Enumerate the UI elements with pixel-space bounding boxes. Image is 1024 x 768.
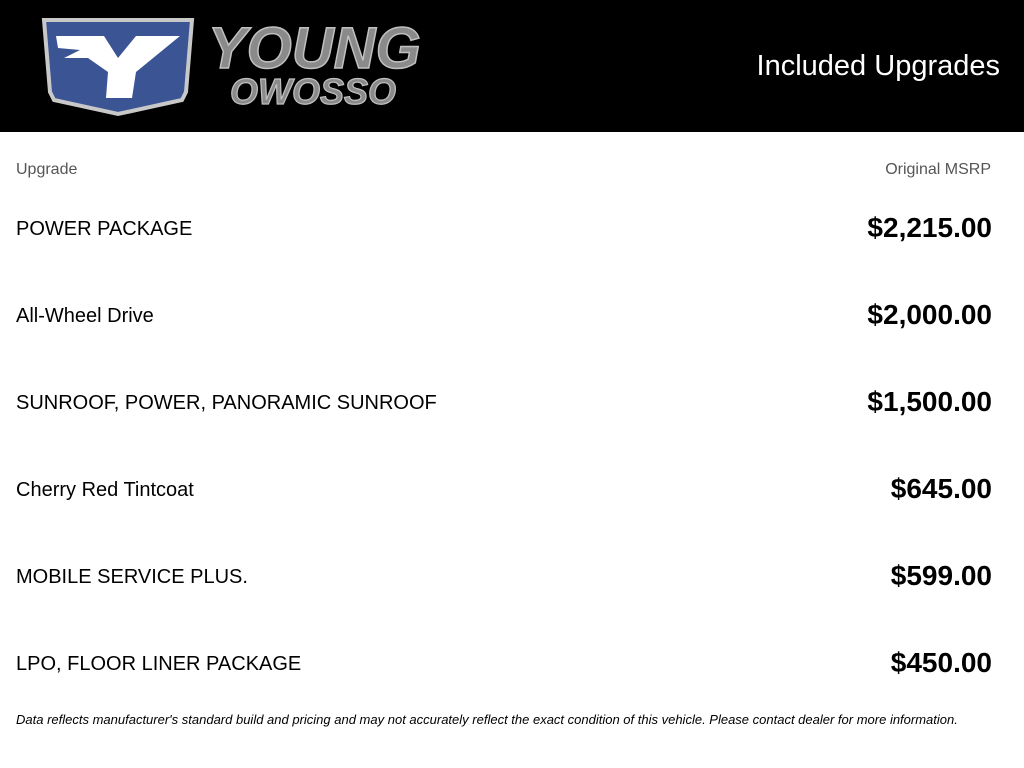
- upgrade-name: Cherry Red Tintcoat: [16, 479, 194, 501]
- upgrade-list: [0, 185, 1024, 707]
- upgrade-price: $645.00: [890, 473, 992, 504]
- upgrade-row: [0, 272, 1024, 359]
- upgrade-price: $450.00: [890, 647, 992, 678]
- disclaimer-text: Data reflects manufacturer's standard build and pricing and may not accurately reflect the exact condition of this vehicle. Please contact dealer for more information.: [16, 712, 958, 727]
- dealer-logo: [40, 14, 510, 118]
- column-header-msrp: Original MSRP: [885, 161, 991, 178]
- upgrade-row: [0, 620, 1024, 707]
- upgrade-row: [0, 446, 1024, 533]
- upgrade-name: POWER PACKAGE: [16, 218, 193, 240]
- upgrade-name: All-Wheel Drive: [16, 305, 154, 327]
- upgrade-name: MOBILE SERVICE PLUS.: [16, 566, 248, 588]
- upgrade-name: LPO, FLOOR LINER PACKAGE: [16, 653, 302, 675]
- upgrade-price: $2,215.00: [867, 212, 992, 243]
- header-bar: [0, 0, 1024, 132]
- upgrade-row: [0, 359, 1024, 446]
- svg-text:OWOSSO: OWOSSO: [230, 71, 397, 112]
- upgrade-price: $599.00: [890, 560, 992, 591]
- upgrade-name: SUNROOF, POWER, PANORAMIC SUNROOF: [16, 392, 437, 414]
- upgrade-price: $2,000.00: [867, 299, 992, 330]
- svg-text:YOUNG: YOUNG: [208, 16, 421, 81]
- page-title: Included Upgrades: [756, 50, 1000, 82]
- column-header-upgrade: Upgrade: [16, 161, 78, 178]
- upgrade-row: [0, 533, 1024, 620]
- upgrade-row: [0, 185, 1024, 272]
- upgrade-price: $1,500.00: [867, 386, 992, 417]
